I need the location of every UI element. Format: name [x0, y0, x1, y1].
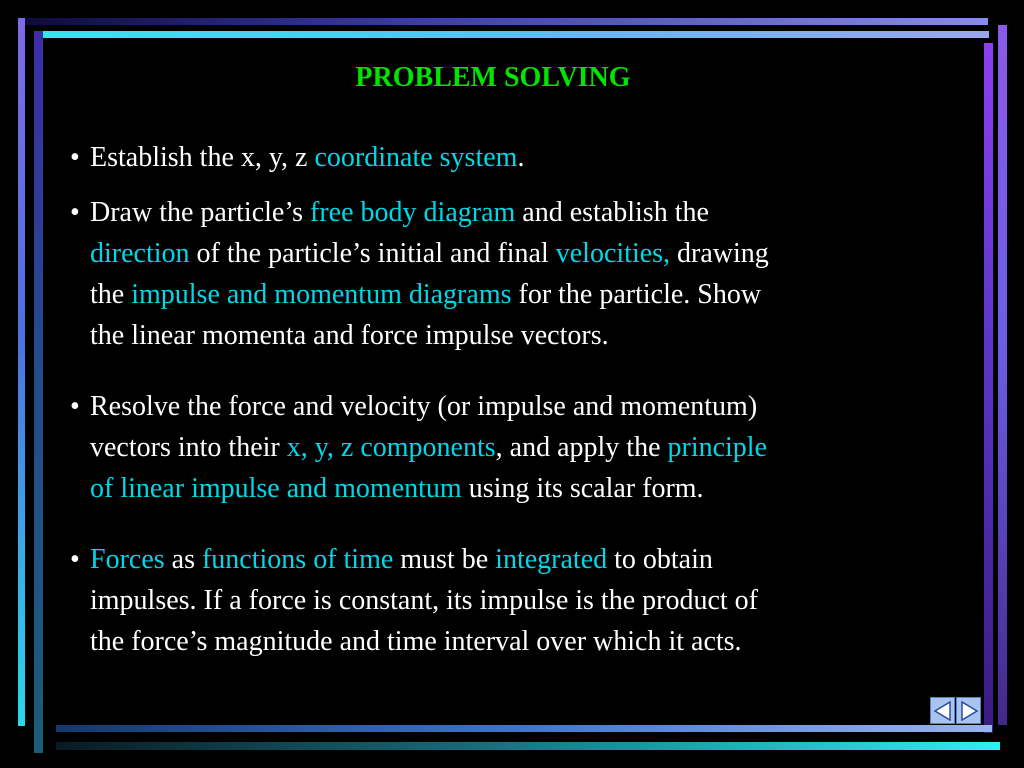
frame-bar-bottom-outer	[56, 725, 992, 732]
bullet-line	[90, 315, 930, 356]
text-segment: Draw the particle’s	[90, 197, 311, 228]
triangle-right-icon	[959, 701, 979, 721]
bullet-marker: •	[70, 391, 80, 422]
bullet-marker: •	[70, 142, 80, 173]
text-segment: Resolve the force and velocity (or impulse and momentum)	[90, 391, 758, 422]
text-segment: for the particle. Show	[511, 279, 762, 310]
bullet-marker: •	[70, 544, 80, 575]
bullet-line	[90, 137, 930, 178]
frame-bar-bottom-inner	[56, 742, 1000, 750]
bullet-text	[90, 539, 930, 662]
highlighted-term: direction	[90, 238, 190, 269]
highlighted-term: velocities,	[555, 238, 671, 269]
next-slide-button[interactable]	[956, 697, 981, 724]
frame-bar-left-inner	[34, 31, 43, 753]
text-segment: to obtain	[607, 544, 713, 575]
bullet-line	[90, 539, 930, 580]
frame-bar-left-outer	[18, 18, 25, 726]
bullet-marker: •	[70, 197, 80, 228]
previous-slide-button[interactable]	[930, 697, 955, 724]
text-segment: must be	[393, 544, 496, 575]
bullet-line	[90, 621, 930, 662]
highlighted-term: principle	[667, 432, 768, 463]
highlighted-term: of linear impulse and momentum	[90, 473, 462, 504]
frame-bar-right-inner	[984, 43, 993, 733]
text-segment: as	[164, 544, 202, 575]
bullet-line	[90, 468, 930, 509]
bullet-item	[70, 539, 930, 662]
text-segment: and establish the	[515, 197, 709, 228]
text-segment: Establish the x, y, z	[90, 142, 315, 173]
highlighted-term: free body diagram	[310, 197, 516, 228]
text-segment: , and apply the	[495, 432, 668, 463]
text-segment: the force’s magnitude and time interval over which it acts.	[90, 626, 742, 657]
bullet-line	[90, 233, 930, 274]
bullet-line	[90, 580, 930, 621]
bullet-line	[90, 192, 930, 233]
text-segment: the linear momenta and force impulse vectors.	[90, 320, 609, 351]
text-segment: .	[517, 142, 525, 173]
bullet-item	[70, 137, 930, 178]
bullet-line	[90, 427, 930, 468]
text-segment: using its scalar form.	[461, 473, 704, 504]
highlighted-term: x, y, z components	[286, 432, 496, 463]
highlighted-term: coordinate system	[314, 142, 518, 173]
bullet-item	[70, 386, 930, 509]
frame-bar-top-inner	[34, 31, 989, 38]
bullet-item	[70, 192, 930, 356]
highlighted-term: integrated	[495, 544, 608, 575]
bullet-list	[70, 137, 930, 662]
highlighted-term: Forces	[90, 544, 165, 575]
text-segment: drawing	[670, 238, 769, 269]
bullet-text	[90, 192, 930, 356]
triangle-left-icon	[933, 701, 953, 721]
text-segment: impulses. If a force is constant, its impulse is the product of	[90, 585, 758, 616]
bullet-text	[90, 386, 930, 509]
bullet-line	[90, 274, 930, 315]
frame-bar-top-outer	[18, 18, 988, 25]
slide-title: PROBLEM SOLVING	[355, 62, 631, 93]
text-segment: the	[90, 279, 132, 310]
slide-navigation	[930, 697, 982, 725]
bullet-text	[90, 137, 930, 178]
highlighted-term: impulse and momentum diagrams	[131, 279, 512, 310]
frame-bar-right-outer	[998, 25, 1007, 725]
highlighted-term: functions of time	[201, 544, 394, 575]
text-segment: vectors into their	[90, 432, 287, 463]
bullet-line	[90, 386, 930, 427]
text-segment: of the particle’s initial and final	[189, 238, 556, 269]
